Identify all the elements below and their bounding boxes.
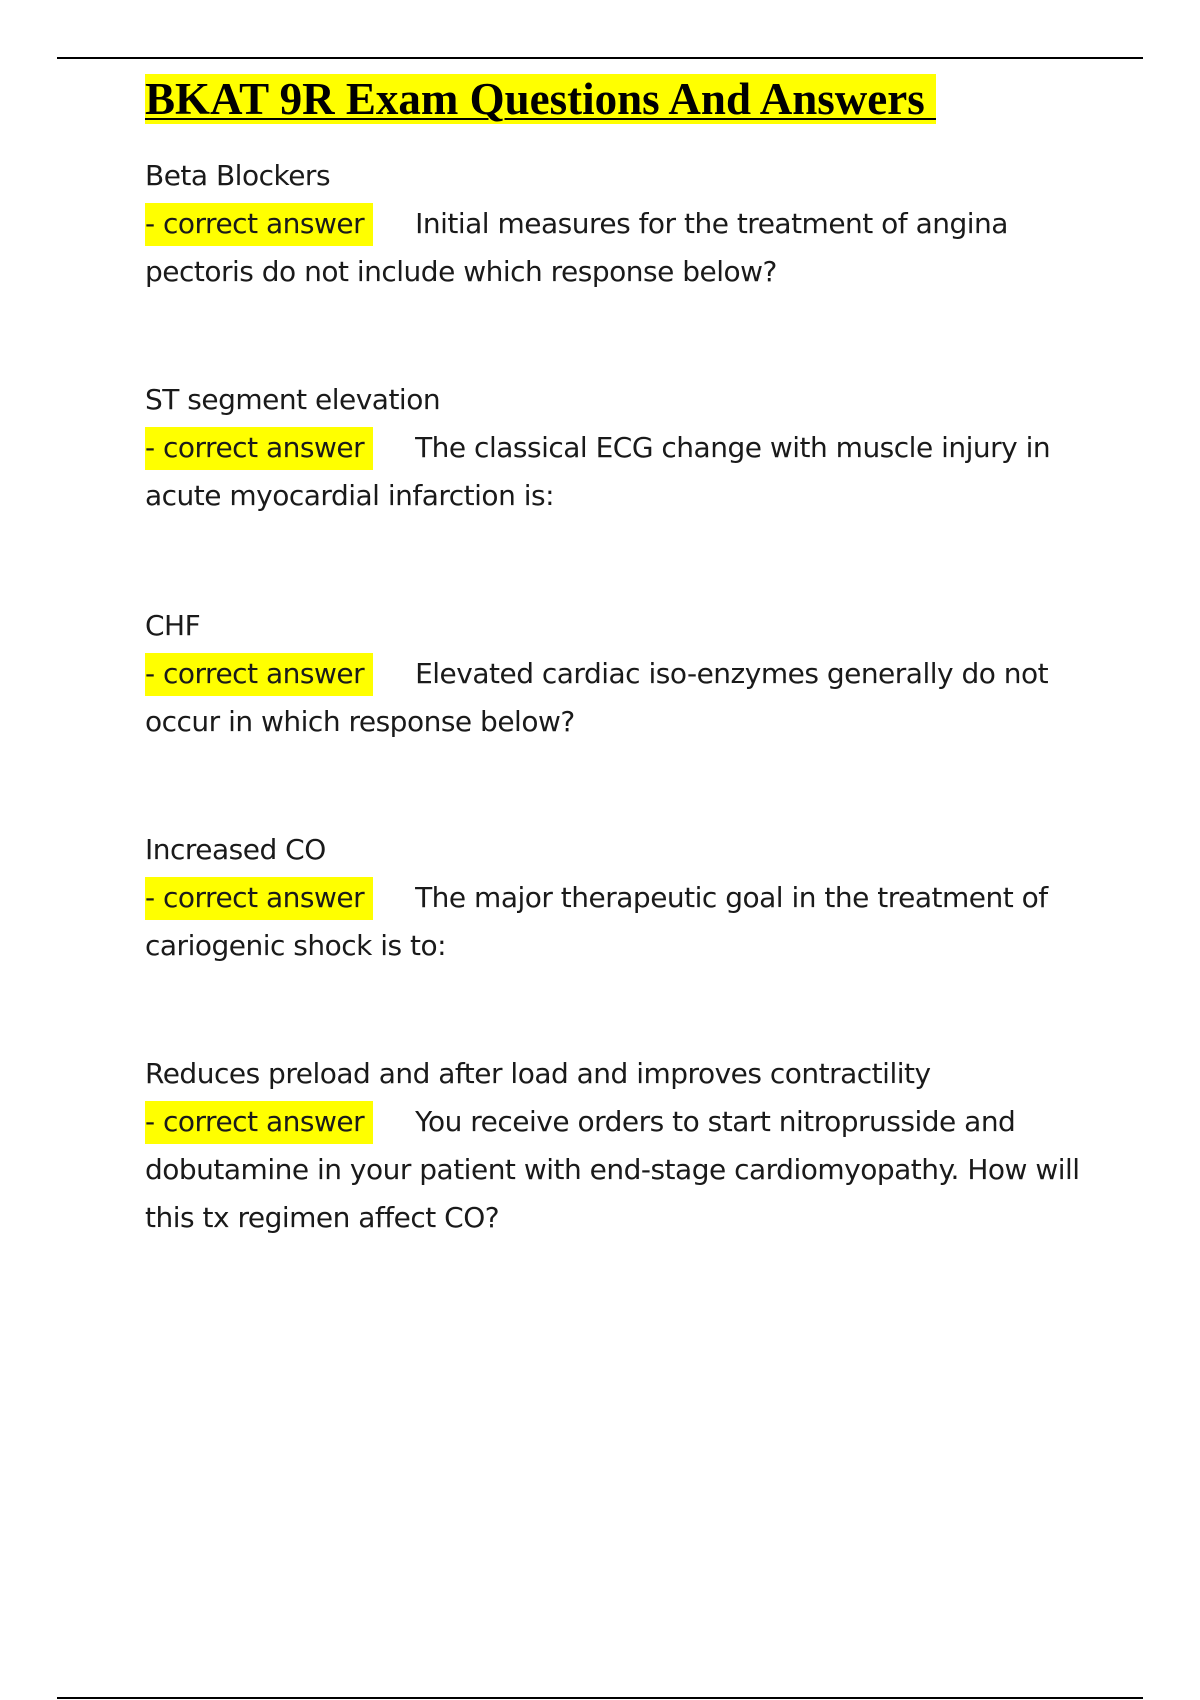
title-text: BKAT 9R Exam Questions And Answers: [145, 74, 936, 124]
top-rule: [57, 57, 1143, 59]
bottom-rule: [57, 1697, 1143, 1699]
qa-item-3: [145, 602, 1105, 746]
question-text: Elevated cardiac iso-enzymes generally do not occur in which response below?: [145, 657, 1049, 738]
question-text: You receive orders to start nitroprusside and dobutamine in your patient with end-stage cardiomyopathy. How will this tx regimen affect CO?: [145, 1105, 1080, 1234]
qa-item-5: [145, 1050, 1105, 1242]
question-text-wrapper: [145, 200, 1105, 296]
question-text-wrapper: [145, 1098, 1105, 1242]
correct-answer-marker: - correct answer: [145, 653, 373, 696]
question-text-wrapper: [145, 874, 1105, 970]
question-text: Initial measures for the treatment of angina pectoris do not include which response below?: [145, 207, 1008, 288]
qa-item-4: [145, 826, 1105, 970]
qa-item-2: [145, 376, 1105, 520]
qa-item-1: [145, 152, 1105, 296]
answer-text: ST segment elevation: [145, 383, 441, 416]
answer-text: Reduces preload and after load and improves contractility: [145, 1057, 931, 1090]
question-text: The major therapeutic goal in the treatment of cariogenic shock is to:: [145, 881, 1048, 962]
question-text-wrapper: [145, 650, 1105, 746]
correct-answer-marker: - correct answer: [145, 427, 373, 470]
answer-text: CHF: [145, 609, 201, 642]
correct-answer-marker: - correct answer: [145, 203, 373, 246]
correct-answer-marker: - correct answer: [145, 1101, 373, 1144]
correct-answer-marker: - correct answer: [145, 877, 373, 920]
answer-text: Increased CO: [145, 833, 326, 866]
question-text: The classical ECG change with muscle injury in acute myocardial infarction is:: [145, 431, 1051, 512]
question-text-wrapper: [145, 424, 1105, 520]
document-title: [145, 70, 936, 128]
answer-text: Beta Blockers: [145, 159, 331, 192]
document-body: [145, 70, 1105, 1234]
